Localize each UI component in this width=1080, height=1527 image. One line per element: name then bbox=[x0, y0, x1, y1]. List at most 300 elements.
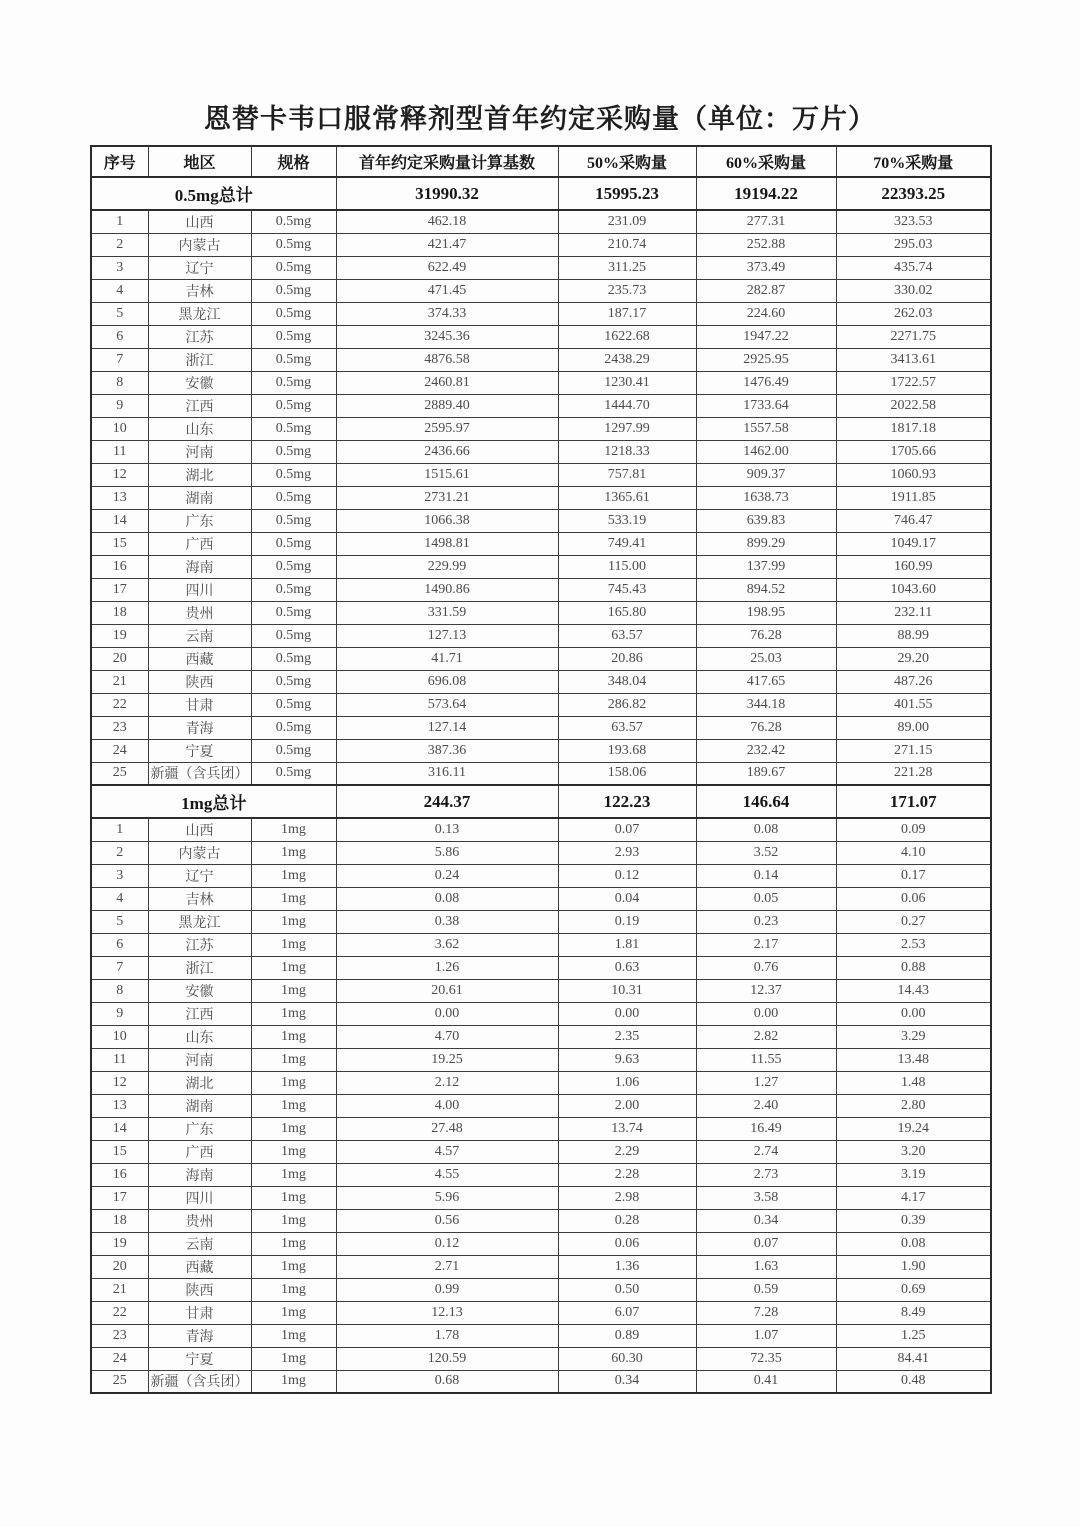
row-index-cell: 2 bbox=[91, 233, 148, 256]
base-value-cell: 4.70 bbox=[336, 1025, 558, 1048]
table-row bbox=[91, 841, 991, 864]
base-value-cell: 4.57 bbox=[336, 1140, 558, 1163]
col-header-70pct: 70%采购量 bbox=[836, 146, 991, 177]
region-cell: 广西 bbox=[148, 1140, 251, 1163]
spec-cell: 1mg bbox=[251, 1255, 336, 1278]
pct50-value-cell: 0.00 bbox=[558, 1002, 696, 1025]
region-cell: 西藏 bbox=[148, 1255, 251, 1278]
region-cell: 西藏 bbox=[148, 647, 251, 670]
base-value-cell: 41.71 bbox=[336, 647, 558, 670]
row-index-cell: 17 bbox=[91, 578, 148, 601]
row-index-cell: 12 bbox=[91, 1071, 148, 1094]
table-row bbox=[91, 1117, 991, 1140]
row-index-cell: 16 bbox=[91, 1163, 148, 1186]
base-value-cell: 622.49 bbox=[336, 256, 558, 279]
base-value-cell: 2889.40 bbox=[336, 394, 558, 417]
pct50-value-cell: 0.50 bbox=[558, 1278, 696, 1301]
region-cell: 宁夏 bbox=[148, 1347, 251, 1370]
pct50-value-cell: 1230.41 bbox=[558, 371, 696, 394]
pct60-value-cell: 2.82 bbox=[696, 1025, 836, 1048]
spec-cell: 1mg bbox=[251, 1324, 336, 1347]
pct60-value-cell: 0.14 bbox=[696, 864, 836, 887]
pct50-value-cell: 0.19 bbox=[558, 910, 696, 933]
base-value-cell: 2731.21 bbox=[336, 486, 558, 509]
pct60-value-cell: 417.65 bbox=[696, 670, 836, 693]
spec-cell: 0.5mg bbox=[251, 532, 336, 555]
row-index-cell: 13 bbox=[91, 1094, 148, 1117]
spec-cell: 1mg bbox=[251, 1186, 336, 1209]
row-index-cell: 7 bbox=[91, 956, 148, 979]
col-header-seq: 序号 bbox=[91, 146, 148, 177]
row-index-cell: 16 bbox=[91, 555, 148, 578]
base-value-cell: 12.13 bbox=[336, 1301, 558, 1324]
pct50-value-cell: 749.41 bbox=[558, 532, 696, 555]
row-index-cell: 15 bbox=[91, 1140, 148, 1163]
base-value-cell: 1066.38 bbox=[336, 509, 558, 532]
spec-cell: 0.5mg bbox=[251, 210, 336, 233]
base-value-cell: 316.11 bbox=[336, 762, 558, 785]
section-total-label: 0.5mg总计 bbox=[91, 177, 336, 210]
header-row bbox=[91, 146, 991, 177]
pct70-value-cell: 0.48 bbox=[836, 1370, 991, 1393]
pct70-value-cell: 1060.93 bbox=[836, 463, 991, 486]
pct50-value-cell: 2.00 bbox=[558, 1094, 696, 1117]
table-row bbox=[91, 509, 991, 532]
table-row bbox=[91, 210, 991, 233]
region-cell: 云南 bbox=[148, 1232, 251, 1255]
pct70-value-cell: 160.99 bbox=[836, 555, 991, 578]
pct70-value-cell: 8.49 bbox=[836, 1301, 991, 1324]
table-row bbox=[91, 979, 991, 1002]
pct70-value-cell: 0.08 bbox=[836, 1232, 991, 1255]
region-cell: 吉林 bbox=[148, 279, 251, 302]
pct60-value-cell: 2925.95 bbox=[696, 348, 836, 371]
spec-cell: 1mg bbox=[251, 1094, 336, 1117]
pct50-value-cell: 20.86 bbox=[558, 647, 696, 670]
region-cell: 黑龙江 bbox=[148, 302, 251, 325]
pct70-value-cell: 14.43 bbox=[836, 979, 991, 1002]
pct60-value-cell: 0.08 bbox=[696, 818, 836, 841]
region-cell: 江西 bbox=[148, 394, 251, 417]
table-row bbox=[91, 933, 991, 956]
pct60-value-cell: 137.99 bbox=[696, 555, 836, 578]
row-index-cell: 7 bbox=[91, 348, 148, 371]
row-index-cell: 14 bbox=[91, 1117, 148, 1140]
base-value-cell: 0.56 bbox=[336, 1209, 558, 1232]
table-row bbox=[91, 555, 991, 578]
base-value-cell: 5.96 bbox=[336, 1186, 558, 1209]
table-row bbox=[91, 1163, 991, 1186]
base-value-cell: 0.24 bbox=[336, 864, 558, 887]
pct60-value-cell: 0.00 bbox=[696, 1002, 836, 1025]
pct50-value-cell: 0.12 bbox=[558, 864, 696, 887]
spec-cell: 0.5mg bbox=[251, 302, 336, 325]
base-value-cell: 5.86 bbox=[336, 841, 558, 864]
pct50-value-cell: 231.09 bbox=[558, 210, 696, 233]
pct70-value-cell: 0.09 bbox=[836, 818, 991, 841]
pct70-value-cell: 88.99 bbox=[836, 624, 991, 647]
pct70-value-cell: 330.02 bbox=[836, 279, 991, 302]
spec-cell: 0.5mg bbox=[251, 555, 336, 578]
pct60-value-cell: 899.29 bbox=[696, 532, 836, 555]
spec-cell: 0.5mg bbox=[251, 394, 336, 417]
base-value-cell: 2.71 bbox=[336, 1255, 558, 1278]
spec-cell: 0.5mg bbox=[251, 256, 336, 279]
pct70-value-cell: 2.53 bbox=[836, 933, 991, 956]
base-value-total-cell: 244.37 bbox=[336, 785, 558, 818]
pct70-value-cell: 84.41 bbox=[836, 1347, 991, 1370]
pct70-value-cell: 221.28 bbox=[836, 762, 991, 785]
pct50-value-cell: 2.28 bbox=[558, 1163, 696, 1186]
table-row bbox=[91, 463, 991, 486]
spec-cell: 1mg bbox=[251, 1048, 336, 1071]
pct70-value-cell: 1817.18 bbox=[836, 417, 991, 440]
row-index-cell: 20 bbox=[91, 1255, 148, 1278]
pct60-value-cell: 277.31 bbox=[696, 210, 836, 233]
spec-cell: 0.5mg bbox=[251, 624, 336, 647]
spec-cell: 1mg bbox=[251, 1232, 336, 1255]
spec-cell: 0.5mg bbox=[251, 601, 336, 624]
pct70-value-cell: 89.00 bbox=[836, 716, 991, 739]
region-cell: 甘肃 bbox=[148, 693, 251, 716]
base-value-cell: 421.47 bbox=[336, 233, 558, 256]
row-index-cell: 24 bbox=[91, 1347, 148, 1370]
pct60-value-cell: 252.88 bbox=[696, 233, 836, 256]
col-header-50pct: 50%采购量 bbox=[558, 146, 696, 177]
pct50-value-cell: 1.81 bbox=[558, 933, 696, 956]
spec-cell: 0.5mg bbox=[251, 348, 336, 371]
row-index-cell: 3 bbox=[91, 864, 148, 887]
base-value-cell: 696.08 bbox=[336, 670, 558, 693]
row-index-cell: 1 bbox=[91, 818, 148, 841]
pct60-value-cell: 1638.73 bbox=[696, 486, 836, 509]
pct50-value-cell: 2.35 bbox=[558, 1025, 696, 1048]
row-index-cell: 12 bbox=[91, 463, 148, 486]
col-header-base: 首年约定采购量计算基数 bbox=[336, 146, 558, 177]
table-row bbox=[91, 279, 991, 302]
row-index-cell: 1 bbox=[91, 210, 148, 233]
region-cell: 湖北 bbox=[148, 463, 251, 486]
section-total-label: 1mg总计 bbox=[91, 785, 336, 818]
spec-cell: 0.5mg bbox=[251, 739, 336, 762]
pct60-value-cell: 224.60 bbox=[696, 302, 836, 325]
table-row bbox=[91, 1278, 991, 1301]
region-cell: 云南 bbox=[148, 624, 251, 647]
pct50-value-cell: 1622.68 bbox=[558, 325, 696, 348]
region-cell: 湖南 bbox=[148, 486, 251, 509]
spec-cell: 1mg bbox=[251, 1209, 336, 1232]
pct70-value-cell: 746.47 bbox=[836, 509, 991, 532]
pct70-value-cell: 1722.57 bbox=[836, 371, 991, 394]
table-row bbox=[91, 1186, 991, 1209]
pct50-value-cell: 1444.70 bbox=[558, 394, 696, 417]
pct50-value-cell: 757.81 bbox=[558, 463, 696, 486]
base-value-cell: 2460.81 bbox=[336, 371, 558, 394]
region-cell: 山东 bbox=[148, 417, 251, 440]
pct70-value-cell: 1049.17 bbox=[836, 532, 991, 555]
base-value-cell: 19.25 bbox=[336, 1048, 558, 1071]
pct60-value-cell: 7.28 bbox=[696, 1301, 836, 1324]
region-cell: 新疆（含兵团） bbox=[148, 762, 251, 785]
spec-cell: 1mg bbox=[251, 1117, 336, 1140]
table-row bbox=[91, 1048, 991, 1071]
pct70-value-cell: 0.17 bbox=[836, 864, 991, 887]
pct50-value-cell: 745.43 bbox=[558, 578, 696, 601]
table-row bbox=[91, 532, 991, 555]
base-value-cell: 1490.86 bbox=[336, 578, 558, 601]
table-row bbox=[91, 1071, 991, 1094]
base-value-cell: 1.26 bbox=[336, 956, 558, 979]
base-value-cell: 0.08 bbox=[336, 887, 558, 910]
table-row bbox=[91, 670, 991, 693]
base-value-cell: 0.00 bbox=[336, 1002, 558, 1025]
base-value-cell: 3.62 bbox=[336, 933, 558, 956]
pct60-value-cell: 0.23 bbox=[696, 910, 836, 933]
pct70-value-cell: 1911.85 bbox=[836, 486, 991, 509]
pct70-value-cell: 1705.66 bbox=[836, 440, 991, 463]
pct60-value-cell: 909.37 bbox=[696, 463, 836, 486]
spec-cell: 1mg bbox=[251, 910, 336, 933]
pct50-value-cell: 165.80 bbox=[558, 601, 696, 624]
table-row bbox=[91, 1347, 991, 1370]
row-index-cell: 22 bbox=[91, 693, 148, 716]
base-value-cell: 2.12 bbox=[336, 1071, 558, 1094]
pct50-value-cell: 1365.61 bbox=[558, 486, 696, 509]
pct60-value-cell: 2.17 bbox=[696, 933, 836, 956]
table-row bbox=[91, 302, 991, 325]
table-row bbox=[91, 233, 991, 256]
region-cell: 内蒙古 bbox=[148, 841, 251, 864]
pct60-value-total-cell: 19194.22 bbox=[696, 177, 836, 210]
row-index-cell: 5 bbox=[91, 910, 148, 933]
table-row bbox=[91, 624, 991, 647]
pct50-value-cell: 2.98 bbox=[558, 1186, 696, 1209]
pct70-value-cell: 1.90 bbox=[836, 1255, 991, 1278]
row-index-cell: 9 bbox=[91, 394, 148, 417]
pct50-value-cell: 1.36 bbox=[558, 1255, 696, 1278]
spec-cell: 1mg bbox=[251, 818, 336, 841]
region-cell: 甘肃 bbox=[148, 1301, 251, 1324]
pct50-value-cell: 311.25 bbox=[558, 256, 696, 279]
spec-cell: 0.5mg bbox=[251, 417, 336, 440]
pct70-value-cell: 435.74 bbox=[836, 256, 991, 279]
row-index-cell: 21 bbox=[91, 670, 148, 693]
pct70-value-cell: 2022.58 bbox=[836, 394, 991, 417]
spec-cell: 0.5mg bbox=[251, 670, 336, 693]
row-index-cell: 13 bbox=[91, 486, 148, 509]
region-cell: 广西 bbox=[148, 532, 251, 555]
procurement-table bbox=[90, 145, 992, 1394]
base-value-cell: 2595.97 bbox=[336, 417, 558, 440]
table-row bbox=[91, 1025, 991, 1048]
table-row bbox=[91, 578, 991, 601]
row-index-cell: 8 bbox=[91, 371, 148, 394]
pct50-value-cell: 0.34 bbox=[558, 1370, 696, 1393]
table-row bbox=[91, 1324, 991, 1347]
pct60-value-cell: 76.28 bbox=[696, 624, 836, 647]
row-index-cell: 10 bbox=[91, 417, 148, 440]
base-value-cell: 0.13 bbox=[336, 818, 558, 841]
pct60-value-cell: 373.49 bbox=[696, 256, 836, 279]
table-row bbox=[91, 1301, 991, 1324]
pct60-value-cell: 2.40 bbox=[696, 1094, 836, 1117]
pct60-value-cell: 1557.58 bbox=[696, 417, 836, 440]
row-index-cell: 23 bbox=[91, 1324, 148, 1347]
region-cell: 贵州 bbox=[148, 601, 251, 624]
base-value-cell: 2436.66 bbox=[336, 440, 558, 463]
pct50-value-cell: 10.31 bbox=[558, 979, 696, 1002]
pct60-value-cell: 1462.00 bbox=[696, 440, 836, 463]
col-header-60pct: 60%采购量 bbox=[696, 146, 836, 177]
spec-cell: 1mg bbox=[251, 841, 336, 864]
pct60-value-cell: 1476.49 bbox=[696, 371, 836, 394]
base-value-cell: 1.78 bbox=[336, 1324, 558, 1347]
row-index-cell: 25 bbox=[91, 1370, 148, 1393]
pct70-value-cell: 232.11 bbox=[836, 601, 991, 624]
pct50-value-total-cell: 15995.23 bbox=[558, 177, 696, 210]
row-index-cell: 15 bbox=[91, 532, 148, 555]
pct70-value-cell: 1043.60 bbox=[836, 578, 991, 601]
base-value-cell: 1498.81 bbox=[336, 532, 558, 555]
table-row bbox=[91, 486, 991, 509]
row-index-cell: 22 bbox=[91, 1301, 148, 1324]
pct70-value-cell: 0.27 bbox=[836, 910, 991, 933]
pct50-value-cell: 6.07 bbox=[558, 1301, 696, 1324]
row-index-cell: 18 bbox=[91, 601, 148, 624]
base-value-cell: 4.00 bbox=[336, 1094, 558, 1117]
pct60-value-cell: 344.18 bbox=[696, 693, 836, 716]
row-index-cell: 3 bbox=[91, 256, 148, 279]
pct60-value-cell: 198.95 bbox=[696, 601, 836, 624]
pct60-value-cell: 2.74 bbox=[696, 1140, 836, 1163]
region-cell: 吉林 bbox=[148, 887, 251, 910]
spec-cell: 0.5mg bbox=[251, 762, 336, 785]
spec-cell: 1mg bbox=[251, 1071, 336, 1094]
region-cell: 辽宁 bbox=[148, 864, 251, 887]
pct50-value-cell: 210.74 bbox=[558, 233, 696, 256]
region-cell: 广东 bbox=[148, 509, 251, 532]
table-row bbox=[91, 325, 991, 348]
table-row bbox=[91, 601, 991, 624]
page-title: 恩替卡韦口服常释剂型首年约定采购量（单位：万片） bbox=[204, 104, 876, 134]
base-value-cell: 3245.36 bbox=[336, 325, 558, 348]
table-row bbox=[91, 887, 991, 910]
row-index-cell: 11 bbox=[91, 1048, 148, 1071]
table-row bbox=[91, 1209, 991, 1232]
pct70-value-cell: 3.20 bbox=[836, 1140, 991, 1163]
base-value-cell: 374.33 bbox=[336, 302, 558, 325]
pct70-value-cell: 0.69 bbox=[836, 1278, 991, 1301]
pct50-value-cell: 348.04 bbox=[558, 670, 696, 693]
base-value-cell: 387.36 bbox=[336, 739, 558, 762]
pct50-value-cell: 0.07 bbox=[558, 818, 696, 841]
section-total-row bbox=[91, 785, 991, 818]
pct70-value-cell: 0.39 bbox=[836, 1209, 991, 1232]
spec-cell: 1mg bbox=[251, 1278, 336, 1301]
pct70-value-cell: 13.48 bbox=[836, 1048, 991, 1071]
table-row bbox=[91, 910, 991, 933]
table-row bbox=[91, 348, 991, 371]
base-value-cell: 120.59 bbox=[336, 1347, 558, 1370]
region-cell: 广东 bbox=[148, 1117, 251, 1140]
region-cell: 河南 bbox=[148, 1048, 251, 1071]
pct50-value-cell: 63.57 bbox=[558, 624, 696, 647]
pct70-value-cell: 2.80 bbox=[836, 1094, 991, 1117]
pct70-value-cell: 262.03 bbox=[836, 302, 991, 325]
spec-cell: 0.5mg bbox=[251, 440, 336, 463]
region-cell: 辽宁 bbox=[148, 256, 251, 279]
row-index-cell: 5 bbox=[91, 302, 148, 325]
pct50-value-cell: 0.89 bbox=[558, 1324, 696, 1347]
pct50-value-cell: 1218.33 bbox=[558, 440, 696, 463]
pct70-value-cell: 3.29 bbox=[836, 1025, 991, 1048]
pct50-value-cell: 2.29 bbox=[558, 1140, 696, 1163]
spec-cell: 0.5mg bbox=[251, 716, 336, 739]
base-value-cell: 127.13 bbox=[336, 624, 558, 647]
pct50-value-cell: 1.06 bbox=[558, 1071, 696, 1094]
region-cell: 青海 bbox=[148, 716, 251, 739]
row-index-cell: 17 bbox=[91, 1186, 148, 1209]
table-row bbox=[91, 256, 991, 279]
table-row bbox=[91, 394, 991, 417]
table-row bbox=[91, 818, 991, 841]
pct70-value-cell: 3.19 bbox=[836, 1163, 991, 1186]
spec-cell: 0.5mg bbox=[251, 693, 336, 716]
spec-cell: 1mg bbox=[251, 956, 336, 979]
pct50-value-cell: 1297.99 bbox=[558, 417, 696, 440]
pct70-value-cell: 271.15 bbox=[836, 739, 991, 762]
pct70-value-cell: 0.88 bbox=[836, 956, 991, 979]
base-value-cell: 0.68 bbox=[336, 1370, 558, 1393]
pct60-value-cell: 0.05 bbox=[696, 887, 836, 910]
spec-cell: 0.5mg bbox=[251, 325, 336, 348]
row-index-cell: 11 bbox=[91, 440, 148, 463]
table-body bbox=[91, 177, 991, 1393]
region-cell: 江西 bbox=[148, 1002, 251, 1025]
row-index-cell: 24 bbox=[91, 739, 148, 762]
pct70-value-cell: 323.53 bbox=[836, 210, 991, 233]
row-index-cell: 25 bbox=[91, 762, 148, 785]
region-cell: 江苏 bbox=[148, 325, 251, 348]
region-cell: 浙江 bbox=[148, 956, 251, 979]
pct60-value-cell: 16.49 bbox=[696, 1117, 836, 1140]
pct70-value-cell: 2271.75 bbox=[836, 325, 991, 348]
region-cell: 陕西 bbox=[148, 1278, 251, 1301]
spec-cell: 1mg bbox=[251, 887, 336, 910]
base-value-cell: 4.55 bbox=[336, 1163, 558, 1186]
pct70-value-cell: 1.25 bbox=[836, 1324, 991, 1347]
pct60-value-cell: 3.58 bbox=[696, 1186, 836, 1209]
table-row bbox=[91, 762, 991, 785]
pct60-value-cell: 72.35 bbox=[696, 1347, 836, 1370]
pct60-value-cell: 232.42 bbox=[696, 739, 836, 762]
base-value-cell: 229.99 bbox=[336, 555, 558, 578]
pct60-value-cell: 0.34 bbox=[696, 1209, 836, 1232]
table-row bbox=[91, 864, 991, 887]
spec-cell: 0.5mg bbox=[251, 647, 336, 670]
pct70-value-total-cell: 22393.25 bbox=[836, 177, 991, 210]
row-index-cell: 6 bbox=[91, 933, 148, 956]
pct70-value-cell: 401.55 bbox=[836, 693, 991, 716]
row-index-cell: 10 bbox=[91, 1025, 148, 1048]
pct50-value-cell: 187.17 bbox=[558, 302, 696, 325]
region-cell: 海南 bbox=[148, 555, 251, 578]
table-row bbox=[91, 1232, 991, 1255]
spec-cell: 1mg bbox=[251, 864, 336, 887]
base-value-total-cell: 31990.32 bbox=[336, 177, 558, 210]
row-index-cell: 6 bbox=[91, 325, 148, 348]
pct50-value-cell: 0.04 bbox=[558, 887, 696, 910]
